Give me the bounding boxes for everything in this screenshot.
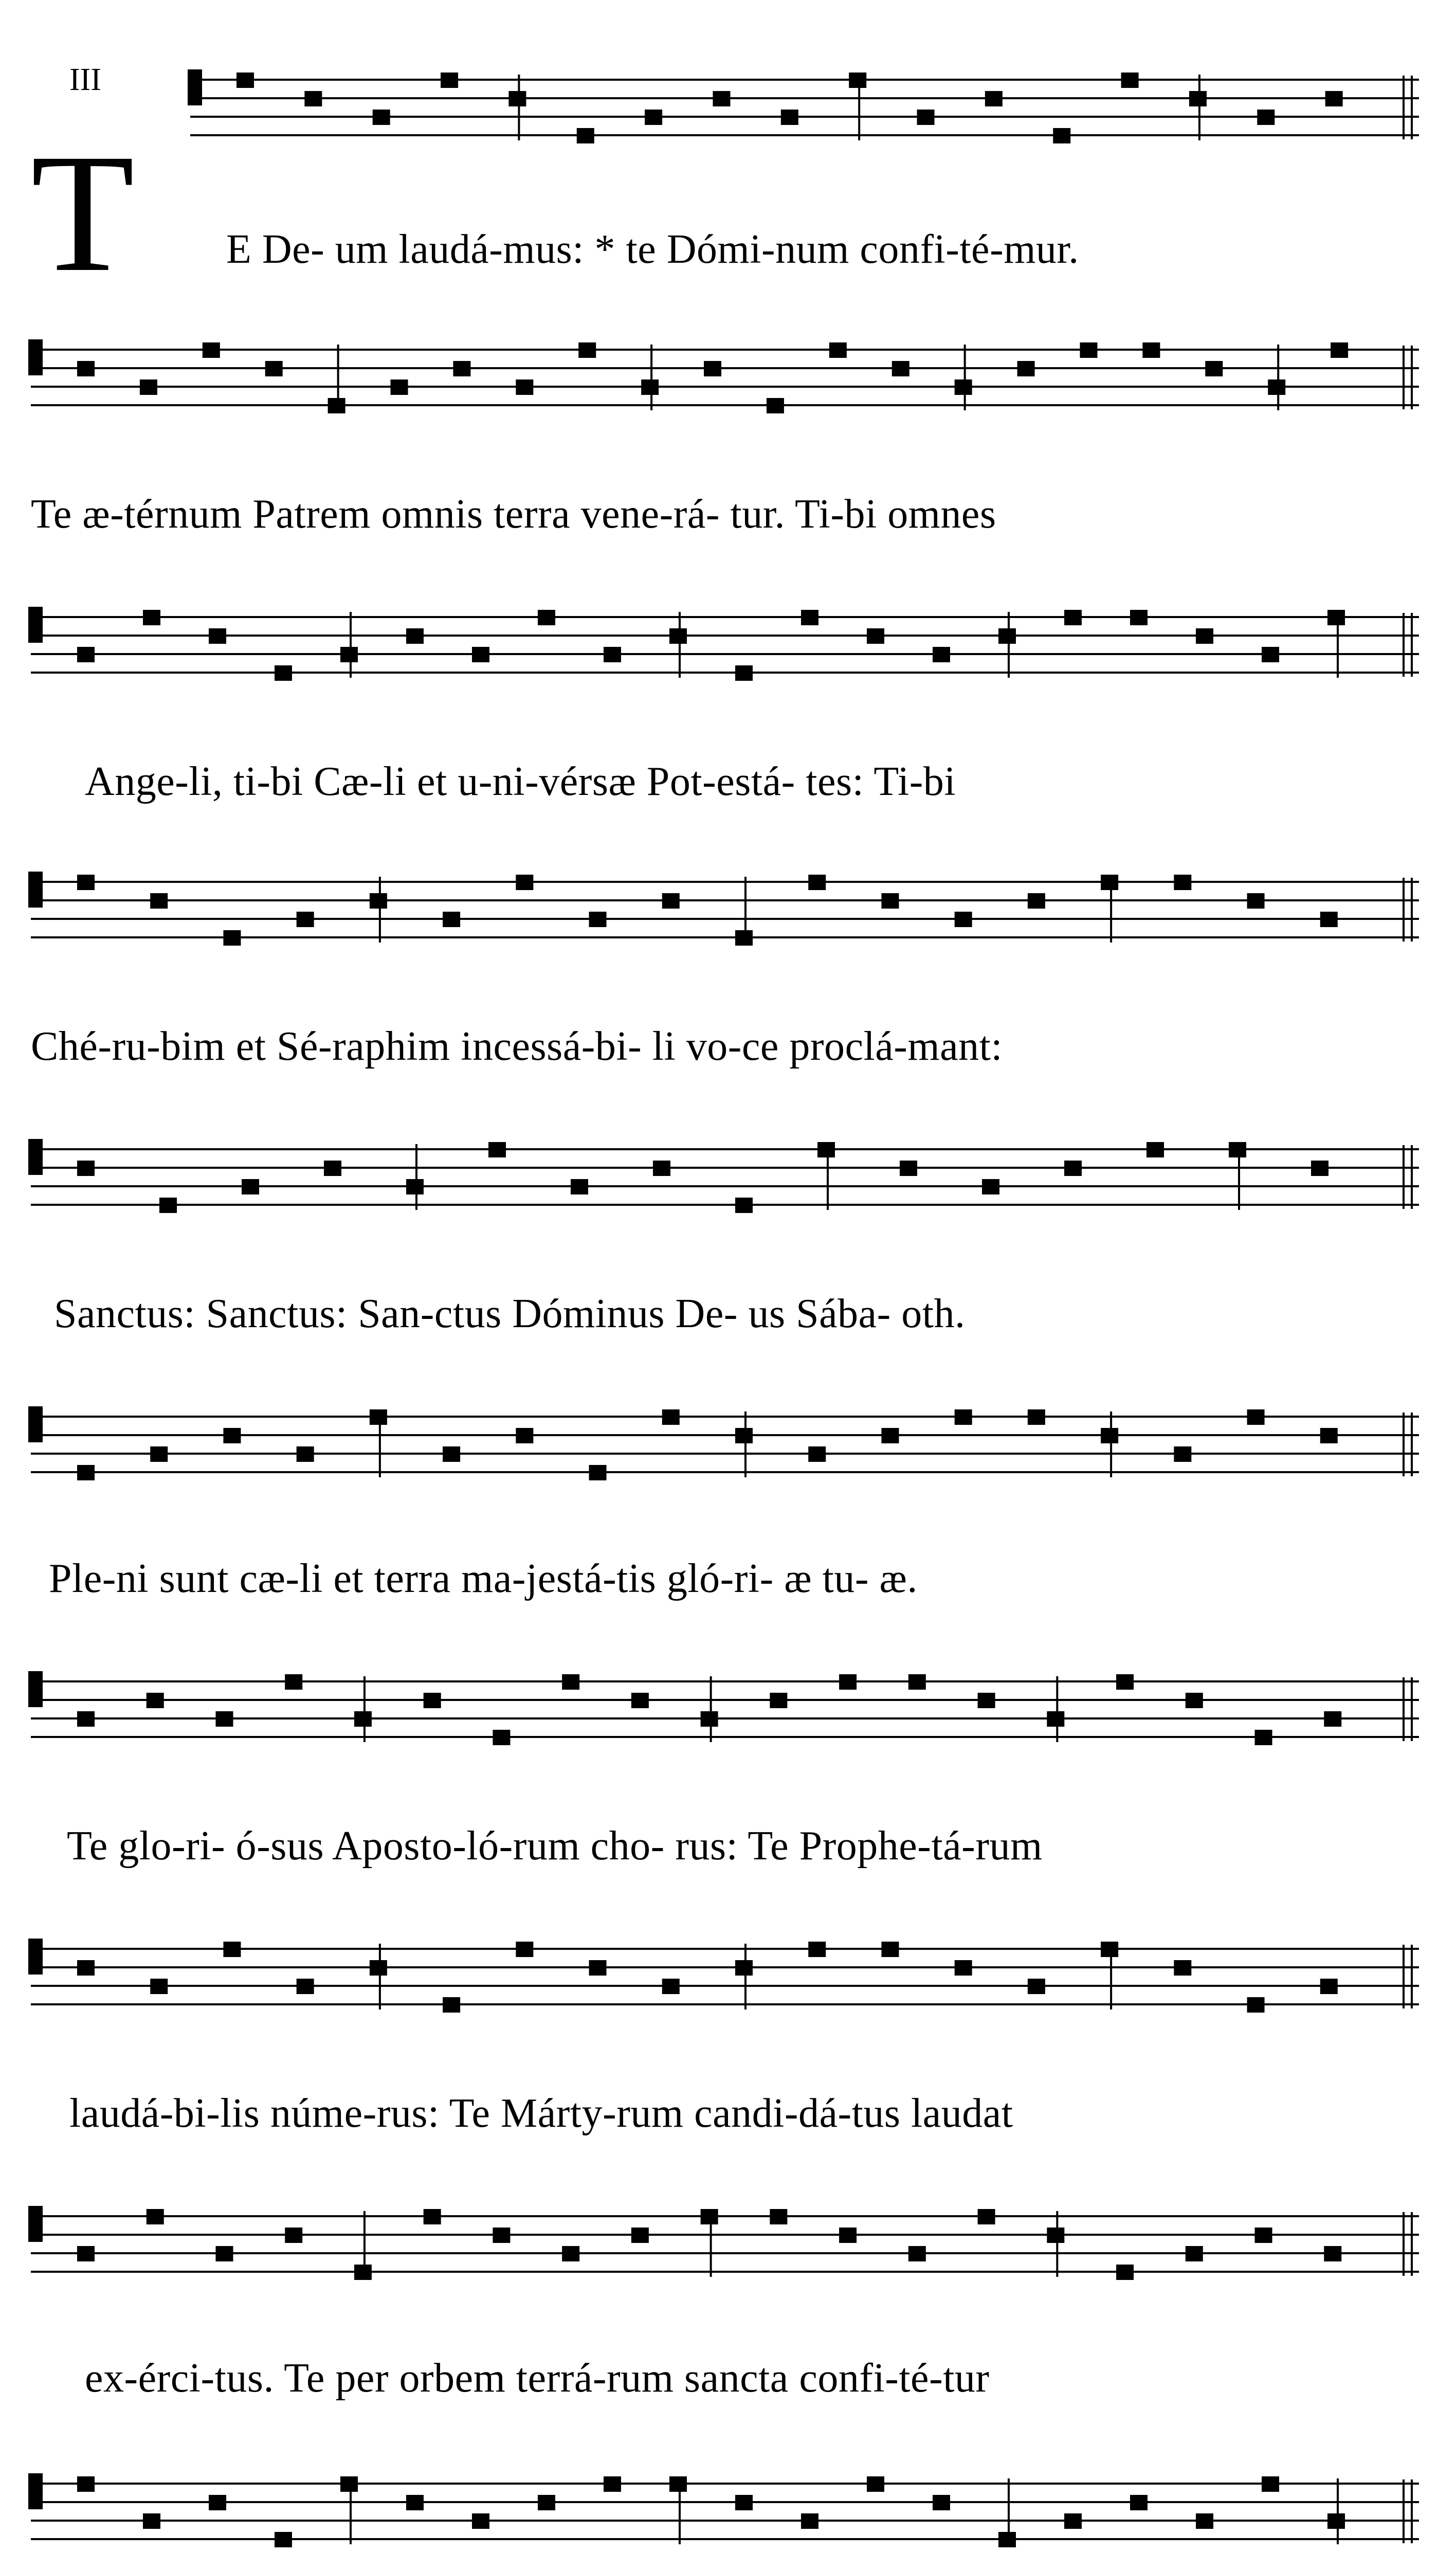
neume-note xyxy=(571,1179,588,1194)
lyric-line-8: laudá-bi-lis núme-rus: Te Márty-rum candi-dá-tus laudat xyxy=(69,2091,1013,2136)
neume-note xyxy=(1196,2513,1213,2529)
neume-note xyxy=(735,1428,753,1443)
neume-note xyxy=(933,2495,950,2510)
neume-note xyxy=(223,1942,241,1957)
clef-icon xyxy=(28,872,43,908)
neume-note xyxy=(767,398,784,413)
neume-note xyxy=(443,912,460,927)
neume-note xyxy=(662,1409,680,1425)
neume-note xyxy=(1189,91,1207,106)
neume-note xyxy=(892,361,909,376)
neume-note xyxy=(1064,610,1082,625)
neume-note xyxy=(1320,1428,1338,1443)
clef-icon xyxy=(28,1406,43,1442)
neume-note xyxy=(493,1730,510,1745)
neume-note xyxy=(77,2246,95,2261)
neume-note xyxy=(1146,1142,1164,1157)
neume-note xyxy=(77,2476,95,2492)
neume-note xyxy=(900,1161,917,1176)
neume-note xyxy=(77,361,95,376)
neume-note xyxy=(1255,2228,1272,2243)
neume-note xyxy=(1262,647,1279,662)
neume-note xyxy=(441,73,458,88)
neume-note xyxy=(1101,1428,1118,1443)
neume-note xyxy=(1186,2246,1203,2261)
neume-note xyxy=(150,1446,168,1462)
neume-note xyxy=(578,342,596,358)
neume-note xyxy=(538,610,555,625)
neume-note xyxy=(829,342,847,358)
neume-note xyxy=(1116,2265,1134,2280)
neume-note xyxy=(516,875,533,890)
neume-note xyxy=(209,628,226,644)
neume-note xyxy=(77,1465,95,1480)
lyric-line-5: Sanctus: Sanctus: San-ctus Dóminus De- us Sába- oth. xyxy=(54,1291,966,1336)
neume-note xyxy=(849,73,866,88)
neume-note xyxy=(781,110,798,125)
neume-note xyxy=(881,1942,899,1957)
neume-note xyxy=(1257,110,1275,125)
neume-note xyxy=(1028,893,1045,909)
neume-note xyxy=(955,1960,972,1976)
clef-icon xyxy=(28,2206,43,2242)
neume-note xyxy=(867,628,884,644)
neume-note xyxy=(1142,342,1160,358)
neume-note xyxy=(1101,1942,1118,1957)
neume-note xyxy=(1047,1711,1064,1727)
neume-note xyxy=(304,91,322,106)
neume-note xyxy=(1247,1409,1265,1425)
neume-note xyxy=(917,110,935,125)
neume-note xyxy=(1130,610,1148,625)
neume-note xyxy=(285,1674,302,1690)
neume-note xyxy=(881,893,899,909)
neume-note xyxy=(223,1428,241,1443)
neume-note xyxy=(1028,1979,1045,1994)
lyric-line-3: Ange-li, ti-bi Cæ-li et u-ni-vérsæ Pot-está- tes: Ti-bi xyxy=(85,759,956,804)
neume-note xyxy=(808,1942,826,1957)
neume-note xyxy=(516,379,533,395)
neume-note xyxy=(1174,1960,1191,1976)
clef-icon xyxy=(188,69,202,105)
neume-note xyxy=(424,2209,441,2224)
clef-icon xyxy=(28,339,43,375)
neume-note xyxy=(1327,2513,1345,2529)
neume-note xyxy=(275,2532,292,2547)
neume-note xyxy=(424,1693,441,1708)
neume-note xyxy=(985,91,1003,106)
neume-note xyxy=(150,1979,168,1994)
neume-note xyxy=(1121,73,1139,88)
neume-note xyxy=(1064,2513,1082,2529)
neume-note xyxy=(669,2476,687,2492)
neume-note xyxy=(443,1446,460,1462)
neume-note xyxy=(1325,91,1343,106)
neume-note xyxy=(735,665,753,681)
neume-note xyxy=(1053,128,1070,143)
neume-note xyxy=(577,128,594,143)
neume-note xyxy=(223,930,241,946)
neume-note xyxy=(242,1179,259,1194)
lyric-line-1: E De- um laudá-mus: * te Dómi-num confi-té-mur. xyxy=(226,227,1079,272)
clef-icon xyxy=(28,1939,43,1975)
neume-note xyxy=(1174,875,1191,890)
neume-note xyxy=(839,2228,857,2243)
neume-note xyxy=(538,2495,555,2510)
neume-note xyxy=(1017,361,1035,376)
neume-note xyxy=(653,1161,670,1176)
clef-icon xyxy=(28,1139,43,1175)
neume-note xyxy=(508,91,526,106)
neume-note xyxy=(631,2228,649,2243)
neume-note xyxy=(933,647,950,662)
neume-note xyxy=(516,1942,533,1957)
neume-note xyxy=(704,361,721,376)
neume-note xyxy=(373,110,390,125)
neume-note xyxy=(1331,342,1348,358)
neume-note xyxy=(77,647,95,662)
drop-cap-initial: T xyxy=(31,119,135,307)
neume-note xyxy=(631,1693,649,1708)
neume-note xyxy=(406,1179,424,1194)
neume-note xyxy=(1116,1674,1134,1690)
neume-note xyxy=(297,912,314,927)
neume-note xyxy=(662,893,680,909)
neume-note xyxy=(370,1960,387,1976)
neume-note xyxy=(701,2209,718,2224)
neume-note xyxy=(1320,912,1338,927)
neume-note xyxy=(641,379,659,395)
neume-note xyxy=(770,1693,787,1708)
neume-note xyxy=(982,1179,999,1194)
neume-note xyxy=(516,1428,533,1443)
neume-note xyxy=(589,1465,607,1480)
neume-note xyxy=(1174,1446,1191,1462)
neume-note xyxy=(669,628,687,644)
neume-note xyxy=(143,610,160,625)
neume-note xyxy=(370,1409,387,1425)
neume-note xyxy=(328,398,345,413)
clef-icon xyxy=(28,2473,43,2509)
neume-note xyxy=(1311,1161,1328,1176)
neume-note xyxy=(1255,1730,1272,1745)
neume-note xyxy=(562,2246,579,2261)
neume-note xyxy=(770,2209,787,2224)
neume-note xyxy=(236,73,254,88)
neume-note xyxy=(589,1960,607,1976)
neume-note xyxy=(955,379,972,395)
neume-note xyxy=(159,1198,177,1213)
neume-note xyxy=(297,1446,314,1462)
neume-note xyxy=(215,2246,233,2261)
neume-note xyxy=(1324,1711,1341,1727)
neume-note xyxy=(354,2265,372,2280)
neume-note xyxy=(1324,2246,1341,2261)
neume-note xyxy=(817,1142,835,1157)
neume-note xyxy=(297,1979,314,1994)
lyric-line-4: Ché-ru-bim et Sé-raphim incessá-bi- li vo-ce proclá-mant: xyxy=(31,1024,1003,1069)
neume-note xyxy=(998,2532,1016,2547)
neume-note xyxy=(443,1997,460,2013)
neume-note xyxy=(998,628,1016,644)
neume-note xyxy=(147,2209,164,2224)
neume-note xyxy=(265,361,283,376)
neume-note xyxy=(1080,342,1097,358)
neume-note xyxy=(1205,361,1223,376)
neume-note xyxy=(589,912,607,927)
neume-note xyxy=(562,1674,579,1690)
neume-note xyxy=(340,647,358,662)
neume-note xyxy=(1047,2228,1064,2243)
neume-note xyxy=(77,875,95,890)
neume-note xyxy=(453,361,470,376)
neume-note xyxy=(867,2476,884,2492)
neume-note xyxy=(955,1409,972,1425)
neume-note xyxy=(147,1693,164,1708)
neume-note xyxy=(735,930,753,946)
neume-note xyxy=(215,1711,233,1727)
neume-note xyxy=(209,2495,226,2510)
neume-note xyxy=(978,1693,995,1708)
neume-note xyxy=(645,110,662,125)
clef-icon xyxy=(28,607,43,643)
neume-note xyxy=(801,2513,818,2529)
neume-note xyxy=(77,1960,95,1976)
neume-note xyxy=(1268,379,1285,395)
neume-note xyxy=(488,1142,506,1157)
neume-note xyxy=(77,1161,95,1176)
neume-note xyxy=(77,1711,95,1727)
neume-note xyxy=(808,1446,826,1462)
neume-note xyxy=(735,1960,753,1976)
neume-note xyxy=(908,2246,926,2261)
neume-note xyxy=(391,379,408,395)
neume-note xyxy=(354,1711,372,1727)
neume-note xyxy=(324,1161,341,1176)
neume-note xyxy=(1101,875,1118,890)
neume-note xyxy=(1186,1693,1203,1708)
neume-note xyxy=(701,1711,718,1727)
neume-note xyxy=(150,893,168,909)
neume-note xyxy=(713,91,730,106)
mode-number: III xyxy=(69,62,101,97)
neume-note xyxy=(604,2476,621,2492)
neume-note xyxy=(472,647,489,662)
neume-note xyxy=(140,379,157,395)
neume-note xyxy=(493,2228,510,2243)
lyric-line-7: Te glo-ri- ó-sus Aposto-ló-rum cho- rus: Te Prophe-tá-rum xyxy=(67,1823,1043,1869)
neume-note xyxy=(881,1428,899,1443)
neume-note xyxy=(1064,1161,1082,1176)
neume-note xyxy=(735,1198,753,1213)
neume-note xyxy=(839,1674,857,1690)
neume-note xyxy=(604,647,621,662)
neume-note xyxy=(275,665,292,681)
neume-note xyxy=(1247,893,1265,909)
neume-note xyxy=(908,1674,926,1690)
neume-note xyxy=(1130,2495,1148,2510)
lyric-line-9: ex-érci-tus. Te per orbem terrá-rum sancta confi-té-tur xyxy=(85,2356,990,2401)
neume-note xyxy=(1196,628,1213,644)
neume-note xyxy=(808,875,826,890)
lyric-line-2: Te æ-térnum Patrem omnis terra vene-rá- tur. Ti-bi omnes xyxy=(31,492,996,537)
neume-note xyxy=(472,2513,489,2529)
neume-note xyxy=(406,2495,424,2510)
neume-note xyxy=(735,2495,753,2510)
neume-note xyxy=(1262,2476,1279,2492)
neume-note xyxy=(203,342,220,358)
neume-note xyxy=(801,610,818,625)
neume-note xyxy=(285,2228,302,2243)
neume-note xyxy=(1327,610,1345,625)
neume-note xyxy=(955,912,972,927)
lyric-line-6: Ple-ni sunt cæ-li et terra ma-jestá-tis gló-ri- æ tu- æ. xyxy=(49,1556,918,1601)
neume-note xyxy=(662,1979,680,1994)
neume-note xyxy=(340,2476,358,2492)
neume-note xyxy=(1320,1979,1338,1994)
neume-note xyxy=(406,628,424,644)
neume-note xyxy=(1028,1409,1045,1425)
neume-note xyxy=(978,2209,995,2224)
neume-note xyxy=(370,893,387,909)
neume-note xyxy=(143,2513,160,2529)
neume-note xyxy=(1229,1142,1246,1157)
clef-icon xyxy=(28,1671,43,1707)
neume-note xyxy=(1247,1997,1265,2013)
